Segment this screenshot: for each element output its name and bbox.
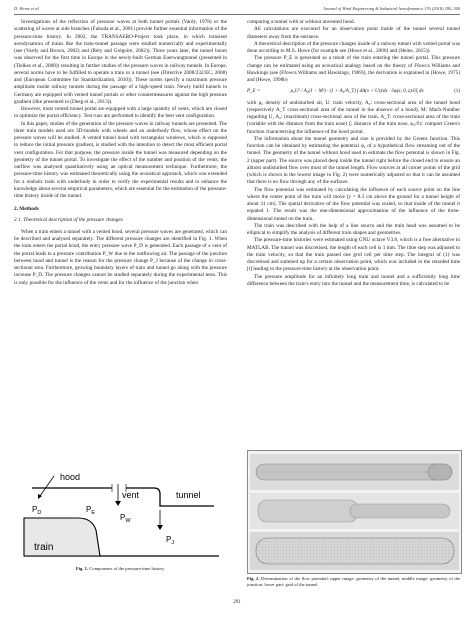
arrow-vent-head xyxy=(115,501,121,506)
figure-1-diagram xyxy=(14,470,227,566)
figure-2-tunnel-grid xyxy=(250,532,459,570)
equation-1-number: (1) xyxy=(454,89,460,95)
right-paragraph: comparing a tunnel with or without unvented hood. xyxy=(247,19,355,25)
right-paragraph: The information about the tunnel geometry and size is provided by the Greens function. This function can be obtained by estimating the potential φ₀ of a hypothetical flow streaming out of the tunnel. The geometry of the tunnel without hood used to estimate the flow potential is shown in Fig. 2 (upper part). The source was placed deep inside the tunnel right before the closed end to ensure an almost undisturbed flow over most of the tunnel length. Flow sources at all corner points of the grid (which is shown in the lowest image in Fig. 2) were numerically adjusted so that it can be assumed that there is no flow through any of the surfaces. xyxy=(247,135,460,186)
right-paragraph: A theoretical description of the pressure changes inside of a railway tunnel with vented portal was done according to M.S. Howe (for example see (Howe et al., 2006) and (Heine, 2015)). xyxy=(247,40,460,54)
label-p-e: $P_E$ xyxy=(86,505,96,516)
figure-2 xyxy=(247,450,462,574)
equation-1-body: ρ₀U² / A₀(1 − M²) · (1 + A₀/A_T) ∫ dA(x + Ut)/dx · ∂φ(x, 0, z)/∂ξ dx xyxy=(290,89,424,95)
equation-1-lhs: P_E = xyxy=(247,89,261,95)
subsection-heading: 2.1. Theoretical description of the pressure changes xyxy=(14,216,123,223)
arrow-hood-head xyxy=(38,494,42,499)
figure-1-caption-label: Fig. 1. xyxy=(75,566,89,571)
right-paragraph: with ρ₀ density of undisturbed air, U: train velocity, A₀: cross-sectional area of the tunnel hood (respectively A_T cross-sectional area of the tunnel in the absence of a hood), M: Mach-Number regarding U, A₀: (maximum) cross-sectional area of the train, A_T: cross-sectional area of the train (variable with the distance from the train nose) ξ: distance of the train nose, φ₀/∂x: compact Green's function characterising the influence of the hood portal. xyxy=(247,99,460,135)
intro-paragraph: However, most vented tunnel portal are equipped with a large quantity of vents, which are closed to optimize the portal efficiency. Test runs are performed to identify the best vent configuration. xyxy=(14,106,227,120)
label-p-w: $P_W$ xyxy=(120,513,131,524)
running-header-authors: D. Heine et al. xyxy=(14,6,40,11)
intro-paragraph: In this paper, studies of the generation of the pressure waves in railway tunnels are presented. The three train models used are 3D-models with wheels and an underbody flow, whose effect on the pressure waves will be studied. A vented tunnel hood with rectangular windows, which is supposed to reduce the initial pressure gradient, is studied with the intention to detect the most efficient portal vent configuration. For that purpose, the pressure inside the tunnel was measured depending on the geometry of the tunnel portal. To investigate the effect of the number and position of the vents, the outflow was analysed quantitatively using an optical measurement technique. Furthermore, the pressure-time history was estimated theoretically using the acoustical approach, which was extended for a realistic train with underbody in order to verify the experimental results and to enhance the knowledge about several empirical parameters, which are essential for the estimation of the pressure-time history inside of the tunnel. xyxy=(14,120,227,199)
right-paragraph: All calculations are executed for an observation point inside of the tunnel several tunnel diameters away from the entrance. xyxy=(247,26,460,40)
right-paragraph: The flow potential was estimated by calculating the influence of each source point on the line where the center point of the train will move (y = 8.3 cm above the ground for a tunnel height of about 31 cm). The spatial derivative of the flow potential was scaled, so that inside of the tunnel it equaled 1. The result was the one-dimensional approximation of the influence of the three-dimensional tunnel on the train. xyxy=(247,186,460,222)
label-p-j: $P_J$ xyxy=(166,535,175,546)
label-train: train xyxy=(34,542,54,553)
equation-1 xyxy=(247,88,460,95)
figure-2-tunnel-geometry xyxy=(250,454,459,490)
section-heading: 2. Methods xyxy=(14,206,39,213)
header-rule xyxy=(14,14,460,15)
figure-2-caption-label: Fig. 2. xyxy=(247,576,260,581)
label-vent: vent xyxy=(122,490,140,500)
figure-2-junction-geometry xyxy=(250,493,459,529)
right-paragraph: The pressure-time histories were estimated using GNU octave V3.8, which is a free alternative to MATLAB. The tunnel was discretised, the length of each cell is 1 mm. The time step was adjusted to the train velocity, so that the train passed one grid cell per time step. The integral of (1) was discretised and summed up for a certain observation point, which was included in the retarded time [t] leading to the pressure-time history at the observation point. xyxy=(247,237,460,273)
figure-1-caption xyxy=(14,566,227,571)
methods-paragraph: When a train enters a tunnel with a vented hood, several pressure waves are generated, which can be described and analysed separately. The different pressure changes are identified in Fig. 1. When the train enters the portal hood, the entry pressure wave P_D is generated. Each passage of a vent of the portal leads to a pressure contribution P_W due to the outflowing air. The passage of the junction between hood and tunnel is the reason for the pressure change P_J because of the change in cross-sectional area. Furthermore, growing boundary layers of train and tunnel go along with the pressure increase P_D. The pressure changes cannot be studied separately during the experimental tests. This is only possible for the influence of the vents and for the influence of the junction when xyxy=(14,228,227,286)
figure-1-caption-text: Components of the pressure-time history. xyxy=(89,566,166,571)
arrow-hood xyxy=(40,476,54,496)
running-header-journal: Journal of Wind Engineering & Industrial Aerodynamics 176 (2018) 290–300 xyxy=(323,6,460,11)
right-paragraph: The train was described with the help of a line source and the train head was assumed to be elliptical to simplify the analysis of different train shapes and geometries. xyxy=(247,222,460,236)
label-tunnel: tunnel xyxy=(176,490,201,500)
right-paragraph: The pressure P_E is generated as a result of the train entering the tunnel portal. This pressure change can be estimated using an acoustical analogy based on the theory of Ffowcs Williams and Hawkings (see (Ffowcs Williams and Hawkings, 1969)), the derivation is explained in (Howe, 1975) and (Howe, 1998b) xyxy=(247,55,460,83)
figure-2-caption-text: Determination of the flow potential, upper image: geometry of the tunnel, middle image: geometry of the junction, lower part: grid of the tunnel. xyxy=(247,576,461,587)
page-number: 291 xyxy=(233,600,241,605)
right-column xyxy=(247,19,460,288)
label-p-d: $P_D$ xyxy=(32,505,42,516)
label-hood: hood xyxy=(60,472,81,482)
arrow-junction-head xyxy=(157,525,163,530)
figure-1 xyxy=(14,470,227,578)
intro-paragraph: Investigations of the reflection of pressure waves at both tunnel portals (Vardy, 1978) or the scattering of waves at side branches (Fukuda et al., 2001) provide further essential information of the pressure-time history. In 2002, the TRANSAERO-Project took place, in which transient aerodynamics of trains like the train-tunnel passage were studied numerically and experimentally (see (Vardy and Brown, 2002) and (Réty and Grégoire, 2002)). Three years later, the tunnel boom was observed for the first time in Europe in the newly-built German Euerwangtunnel (presented in (Tielkes et al., 2008)) resulting in further studies of the pressure waves in railway tunnels. In Europe, several norms have to be fulfilled to operate a train or a tunnel (see (Directive 2008/232/EC, 2008) and (European Committee for Standardization, 2010)). These norms specify a maximum pressure amplitude inside railway tunnels during the passage of a high-speed train. Newly build tunnels in Germany are equipped with vented tunnel portals or other countermeasures against the high pressure gradient (like presented in (Deeg et al., 2013)). xyxy=(14,19,227,105)
figure-2-caption xyxy=(247,576,460,588)
left-column xyxy=(14,19,227,287)
right-paragraph: The pressure amplitude for an infinitely long train and tunnel and a sufficiently long time difference between the train's entry into the tunnel and the measurement time, is calculated to be xyxy=(247,273,460,287)
